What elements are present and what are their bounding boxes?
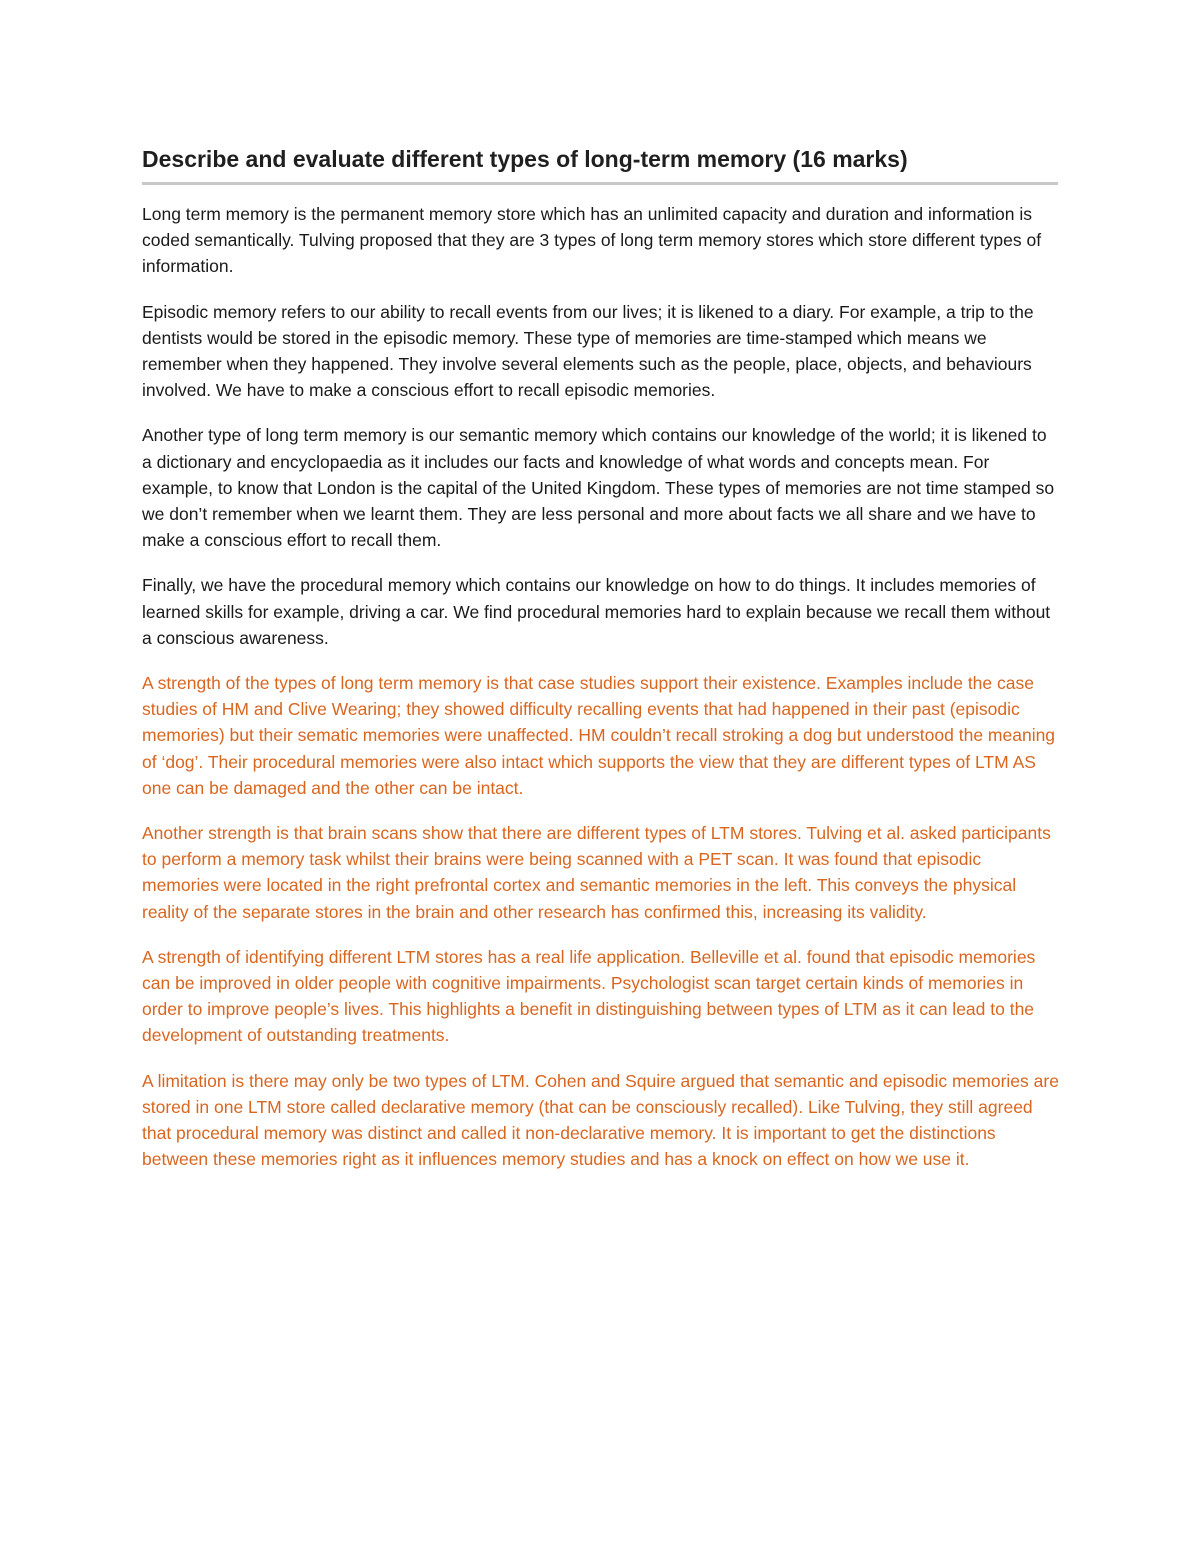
document-page (142, 138, 1060, 1192)
evaluation-brain-scans: Another strength is that brain scans show that there are different types of LTM stores. Tulving et al. asked participants to perform a memory task whilst their brains were being scanned with a PET scan. It was found that episodic memories were located in the right prefrontal cortex and semantic memories in the left. This conveys the physical reality of the separate stores in the brain and other research has confirmed this, increasing its validity. (142, 823, 1051, 922)
paragraph-semantic: Another type of long term memory is our semantic memory which contains our knowledge of the world; it is likened to a dictionary and encyclopaedia as it includes our facts and knowledge of what words and concepts mean. For example, to know that London is the capital of the United Kingdom. These types of memories are not time stamped so we don’t remember when we learnt them. They are less personal and more about facts we all share and we have to make a conscious effort to recall them. (142, 425, 1055, 551)
evaluation-real-life-application: A strength of identifying different LTM stores has a real life application. Belleville et al. found that episodic memories can be improved in older people with cognitive impairments. Psychologist scan target certain kinds of memories in order to improve people’s lives. This highlights a benefit in distinguishing between types of LTM as it can lead to the development of outstanding treatments. (142, 946, 1036, 1046)
document-title: Describe and evaluate different types of long-term memory (16 marks) (142, 146, 908, 172)
evaluation-limitation: A limitation is there may only be two types of LTM. Cohen and Squire argued that semantic and episodic memories are stored in one LTM store called declarative memory (that can be consciously recalled). Like Tulving, they still agreed that procedural memory was distinct and called it non-declarative memory. It is important to get the distinctions between these memories right as it influences memory studies and has a knock on effect on how we use it. (142, 1070, 1059, 1170)
evaluation-case-studies: A strength of the types of long term memory is that case studies support their existence. Examples include the case studies of HM and Clive Wearing; they showed difficulty recalling events that had happened in their past (episodic memories) but their sematic memories were unaffected. HM couldn’t recall stroking a dog but understood the meaning of ‘dog’. Their procedural memories were also intact which supports the view that they are different types of LTM AS one can be damaged and the other can be intact. (142, 673, 1056, 798)
title-underline (142, 182, 1058, 185)
paragraph-episodic: Episodic memory refers to our ability to recall events from our lives; it is likened to a diary. For example, a trip to the dentists would be stored in the episodic memory. These type of memories are time-stamped which means we remember when they happened. They involve several elements such as the people, place, objects, and behaviours involved. We have to make a conscious effort to recall episodic memories. (142, 301, 1034, 401)
paragraph-intro: Long term memory is the permanent memory store which has an unlimited capacity and duration and information is coded semantically. Tulving proposed that they are 3 types of long term memory stores which store different types of information. (142, 204, 1042, 277)
paragraph-procedural: Finally, we have the procedural memory which contains our knowledge on how to do things. It includes memories of learned skills for example, driving a car. We find procedural memories hard to explain because we recall them without a conscious awareness. (142, 575, 1051, 648)
